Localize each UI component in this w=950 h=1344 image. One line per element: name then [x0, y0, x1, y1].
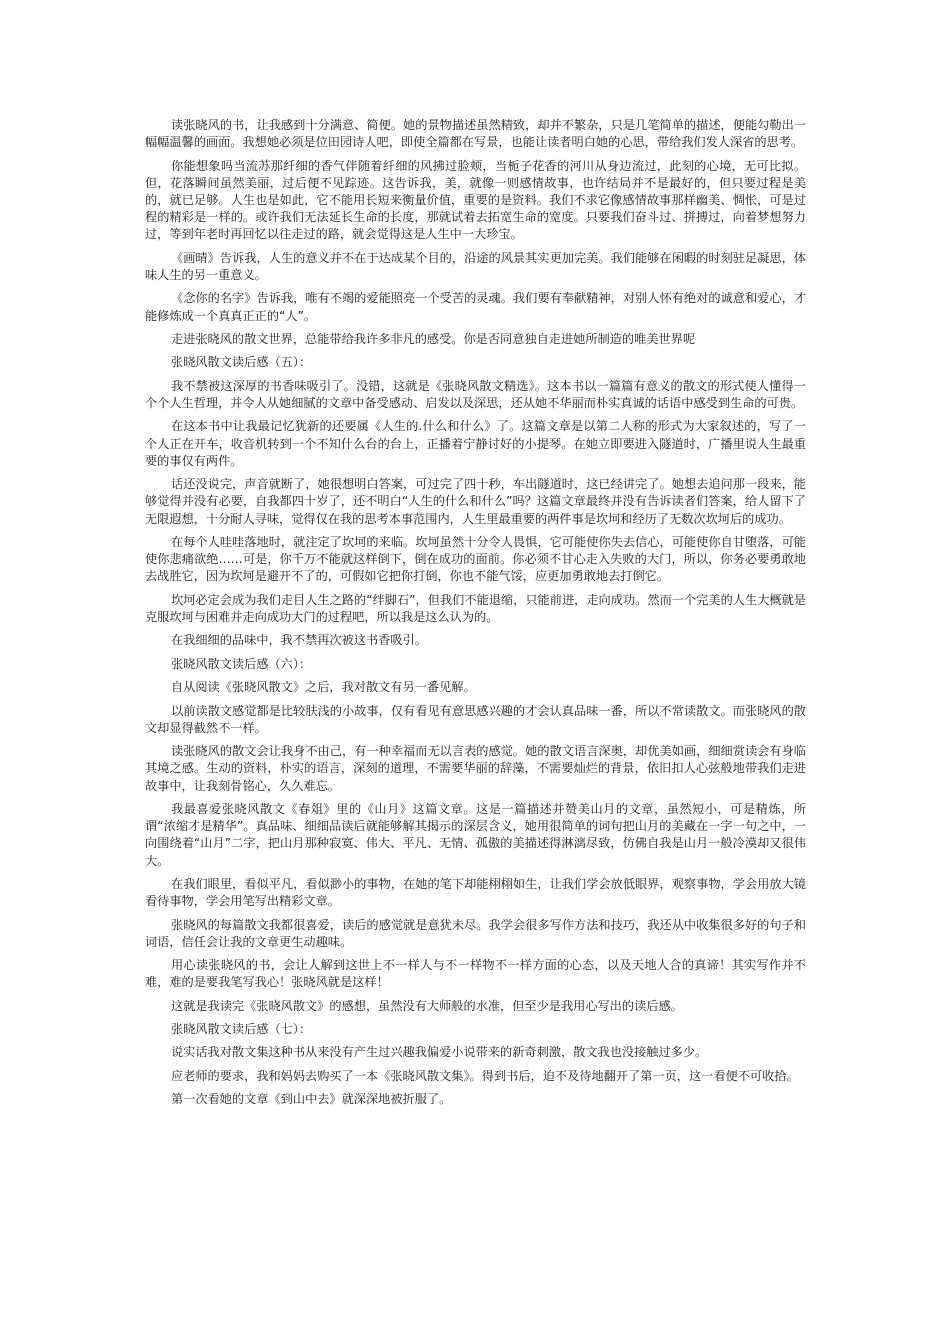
paragraph-shuxiang: 我不禁被这深厚的书香味吸引了。没错，这就是《张晓风散文精选》。这本书以一篇篇有意义的散文的形式使人懂得一个个人生哲理，并令人从她细腻的文章中备受感动、启发以及深思，还从她不华丽而朴实真诚的话语中感受到生命的可贵。	[145, 378, 806, 410]
paragraph-laoshi-yaoqiu: 应老师的要求，我和妈妈去购买了一本《张晓风散文集》。得到书后，迫不及待地翻开了第一页，这一看便不可收拾。	[171, 1068, 799, 1083]
paragraph-pingfan: 在我们眼里，看似平凡，看似渺小的事物，在她的笔下却能栩栩如生，让我们学会放低眼界，观察事物，学会用放大镜看待事物，学会用笔写出精彩文章。	[145, 876, 806, 909]
paragraph-rensheng: 在这本书中让我最记忆犹新的还要属《人生的.什么和什么》了。这篇文章是以第二人称的形式为大家叙述的，写了一个人正在开车，收音机转到一个不知什么台的台上，正播着宁静讨好的小提琴。在她立即要进入隧道时，广播里说人生最重要的事仅有两件。	[145, 419, 806, 468]
paragraph-suidao: 话还没说完，声音就断了，她很想明白答案，可过完了四十秒，车出隧道时，这已经讲完了。她想去追问那一段来，能够觉得并没有必要，自我都四十岁了，还不明白“人生的什么和什么”吗？这篇文章最终并没有告诉读者们答案，给人留下了无限遐想，十分耐人寻味，觉得仅在我的思考本事范围内，人生里最重要的两件事是坎坷和经历了无数次坎坷后的成功。	[145, 477, 806, 526]
paragraph-nian-ni-de-mingzi: 《念你的名字》告诉我，唯有不竭的爱能照亮一个受苦的灵魂。我们要有奉献精神，对别人怀有绝对的诚意和爱心，才能修炼成一个真真正正的“人”。	[145, 291, 806, 323]
paragraph-yongxin: 用心读张晓风的书，会让人解到这世上不一样人与不一样物不一样方面的心态，以及天地人合的真谛！其实写作并不难，难的是要我笔写我心！张晓风就是这样！	[145, 958, 806, 990]
paragraph-pinwei: 在我细细的品味中，我不禁再次被这书香吸引。	[171, 633, 427, 648]
section-heading-seven: 张晓风散文读后感（七）：	[171, 1022, 312, 1037]
paragraph-liusu: 你能想象吗当流苏那纤细的香气伴随着纤细的风拂过脸颊，当栀子花香的河川从身边流过，此刻的心境，无可比拟。但，花落瞬间虽然美丽，过后便不见踪迹。这告诉我，美，就像一则感情故事，也许结局并不是最好的，但只要过程是美的，就已足够。人生也是如此，它不能用长短来衡量价值，重要的是资料。我们不求它像感情故事那样幽美、惆怅，可是过程的精彩是一样的。或许我们无法延长生命的长度，那就试着去拓宽生命的宽度。只要我们奋斗过、拼搏过，向着梦想努力过，等到年老时再回忆以往走过的路，就会觉得这是人生中一大珍宝。	[145, 158, 806, 242]
paragraph-sanwen-shijie: 走进张晓风的散文世界，总能带给我许多非凡的感受。你是否同意独自走进她所制造的唯美世界呢	[171, 331, 696, 346]
paragraph-xiai: 张晓风的每篇散文我都很喜爱，读后的感觉就是意犹未尽。我学会很多写作方法和技巧，我还从中收集很多好的句子和词语，信任会让我的文章更生动趣味。	[145, 917, 806, 949]
paragraph-yiqian: 以前读散文感觉都是比较肤浅的小故事，仅有看见有意思感兴趣的才会认真品味一番，所以不常读散文。而张晓风的散文却显得截然不一样。	[145, 703, 806, 735]
paragraph-shanyue: 我最喜爱张晓风散文《春俎》里的《山月》这篇文章。这是一篇描述并赞美山月的文章，虽然短小，可是精炼，所谓“浓缩才是精华”。真品味、细细品读后就能够解其揭示的深层含义，她用很简单的词句把山月的美藏在一字一句之中，一向围绕着“山月”二字，把山月那种寂寞、伟大、平凡、无情、孤傲的美描述得淋漓尽致，仿佛自我是山月一般冷漠却又很伟大。	[145, 801, 806, 868]
paragraph-intro: 读张晓风的书，让我感到十分满意、简便。她的景物描述虽然精致，却并不繁杂，只是几笔简单的描述，便能勾勒出一幅幅温馨的画面。我想她必须是位田园诗人吧，即使全篇都在写景，也能让读者明白她的心思，带给我们发人深省的思考。	[145, 118, 806, 150]
section-heading-five: 张晓风散文读后感（五）：	[171, 355, 312, 370]
document-body	[145, 117, 806, 1115]
paragraph-huaqing: 《画晴》告诉我，人生的意义并不在于达成某个目的，沿途的风景其实更加完美。我们能够在闲暇的时刻驻足凝思，体味人生的另一重意义。	[145, 250, 806, 282]
paragraph-banjiaoshi: 坎坷必定会成为我们走目人生之路的“绊脚石”，但我们不能退缩，只能前进，走向成功。然而一个完美的人生大概就是克服坎坷与困难并走向成功大门的过程吧，所以我是这么认为的。	[145, 592, 806, 624]
paragraph-shuoshihua: 说实话我对散文集这种书从来没有产生过兴趣我偏爱小说带来的新奇刺激，散文我也没接触过多少。	[171, 1045, 708, 1060]
paragraph-kanke: 在每个人哇哇落地时，就注定了坎坷的来临。坎坷虽然十分令人畏惧，它可能使你失去信心，可能使你自甘堕落，可能使你悲痛欲绝……可是，你千万不能就这样倒下，倒在成功的面前。你必须不甘心走入失败的大门，所以，你务必要勇敢地去战胜它，因为坎坷是避开不了的，可假如它把你打倒，你也不能气馁，应更加勇敢地去打倒它。	[145, 534, 806, 584]
paragraph-dao-shan-zhong-qu: 第一次看她的文章《到山中去》就深深地被折服了。	[171, 1092, 452, 1107]
section-heading-six: 张晓风散文读后感（六）：	[171, 656, 312, 671]
paragraph-jianjie: 自从阅读《张晓风散文》之后，我对散文有另一番见解。	[171, 680, 476, 695]
paragraph-xingfu: 读张晓风的散文会让我身不由己，有一种幸福而无以言表的感觉。她的散文语言深奥，却优美如画，细细赏读会有身临其境之感。生动的资料，朴实的语言，深刻的道理，不需要华丽的辞藻，不需要灿烂的背景，依旧扣人心弦般地带我们走进故事中，让我刻骨铭心，久久难忘。	[145, 744, 806, 793]
paragraph-ganxiang: 这就是我读完《张晓风散文》的感想，虽然没有大师般的水准，但至少是我用心写出的读后感。	[171, 998, 683, 1013]
